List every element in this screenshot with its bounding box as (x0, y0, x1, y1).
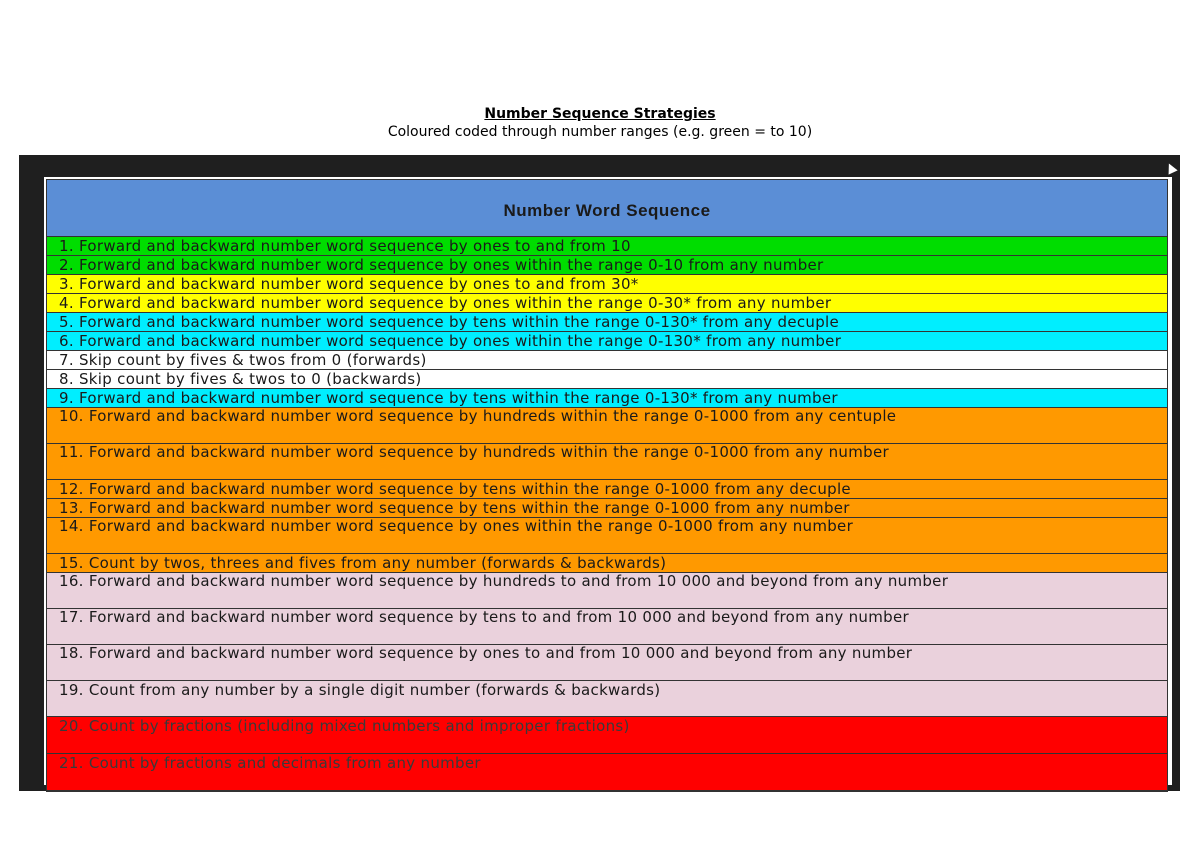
row-text: 13. Forward and backward number word sequence by tens within the range 0-1000 from any number (59, 499, 850, 517)
table-row (47, 645, 1167, 681)
table-row (47, 256, 1167, 275)
row-text: 15. Count by twos, threes and fives from any number (forwards & backwards) (59, 554, 667, 572)
table-row (47, 275, 1167, 294)
document-title: Number Sequence Strategies (484, 106, 716, 122)
row-text: 21. Count by fractions and decimals from any number (59, 754, 481, 772)
sequence-table (46, 179, 1168, 792)
row-text: 9. Forward and backward number word sequence by tens within the range 0-130* from any number (59, 389, 838, 407)
table-row (47, 681, 1167, 717)
table-row (47, 408, 1167, 444)
document-subtitle: Coloured coded through number ranges (e.g. green = to 10) (387, 124, 813, 140)
row-text: 1. Forward and backward number word sequence by ones to and from 10 (59, 237, 631, 255)
row-text: 14. Forward and backward number word sequence by ones within the range 0-1000 from any number (59, 518, 854, 535)
table-row (47, 573, 1167, 609)
table-row (47, 332, 1167, 351)
row-text: 6. Forward and backward number word sequence by ones within the range 0-130* from any number (59, 332, 842, 350)
row-text: 17. Forward and backward number word sequence by tens to and from 10 000 and beyond from any number (59, 609, 909, 626)
table-header-label: Number Word Sequence (503, 201, 711, 220)
row-text: 5. Forward and backward number word sequence by tens within the range 0-130* from any decuple (59, 313, 840, 331)
table-row (47, 499, 1167, 518)
row-text: 12. Forward and backward number word sequence by tens within the range 0-1000 from any decuple (59, 480, 851, 498)
row-text: 2. Forward and backward number word sequence by ones within the range 0-10 from any number (59, 256, 824, 274)
row-text: 11. Forward and backward number word sequence by hundreds within the range 0-1000 from any number (59, 444, 889, 461)
row-text: 18. Forward and backward number word sequence by ones to and from 10 000 and beyond from any number (59, 645, 913, 662)
table-row (47, 754, 1167, 791)
table-row (47, 313, 1167, 332)
table-row (47, 389, 1167, 408)
table-row (47, 237, 1167, 256)
mouse-cursor-icon (1164, 161, 1177, 174)
document-heading (0, 105, 1200, 141)
table-header (47, 180, 1167, 237)
table-sheet (44, 177, 1172, 785)
row-text: 20. Count by fractions (including mixed numbers and improper fractions) (59, 717, 630, 735)
row-text: 3. Forward and backward number word sequence by ones to and from 30* (59, 275, 639, 293)
table-row (47, 444, 1167, 480)
table-row (47, 554, 1167, 573)
table-row (47, 609, 1167, 645)
row-text: 7. Skip count by fives & twos from 0 (forwards) (59, 351, 427, 369)
row-text: 19. Count from any number by a single digit number (forwards & backwards) (59, 681, 661, 699)
table-row (47, 370, 1167, 389)
table-row (47, 294, 1167, 313)
row-text: 16. Forward and backward number word sequence by hundreds to and from 10 000 and beyond from any number (59, 573, 949, 590)
table-row (47, 518, 1167, 554)
row-text: 10. Forward and backward number word sequence by hundreds within the range 0-1000 from any centuple (59, 408, 897, 425)
row-text: 4. Forward and backward number word sequence by ones within the range 0-30* from any number (59, 294, 832, 312)
table-row (47, 717, 1167, 754)
table-row (47, 351, 1167, 370)
table-row (47, 480, 1167, 499)
screenshot-frame (19, 155, 1180, 791)
row-text: 8. Skip count by fives & twos to 0 (backwards) (59, 370, 422, 388)
